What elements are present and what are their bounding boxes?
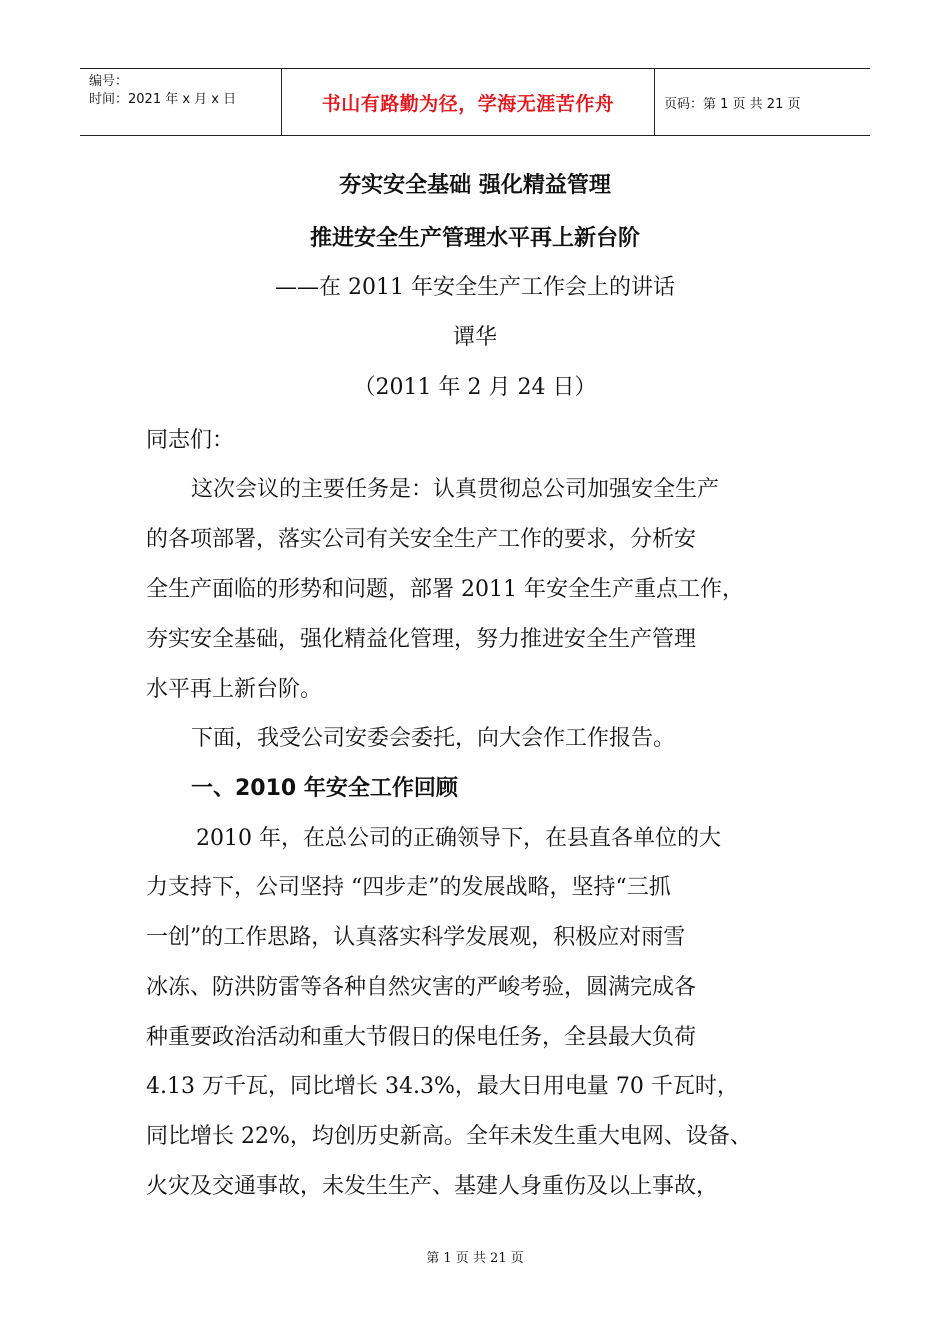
title-line-1: 夯实安全基础 强化精益管理 [339,173,611,198]
paragraph-2: 下面，我受公司安委会委托，向大会作工作报告。 [191,726,676,751]
section-1-heading: 一、2010 年安全工作回顾 [191,776,458,801]
paragraph-1-line: 水平再上新台阶。 [146,677,323,702]
paragraph-1-line: 夯实安全基础，强化精益化管理，努力推进安全生产管理 [146,627,697,652]
subtitle: ——在 2011 年安全生产工作会上的讲话 [275,275,675,300]
paragraph-3-line: 火灾及交通事故，未发生生产、基建人身重伤及以上事故， [146,1174,719,1199]
salutation: 同志们： [146,428,235,453]
speech-date: （2011 年 2 月 24 日） [353,375,597,400]
speaker-name: 谭华 [452,325,497,350]
paragraph-3-line: 冰冻、防洪防雷等各种自然灾害的严峻考验，圆满完成各 [146,975,697,1000]
paragraph-3-line: 4.13 万千瓦，同比增长 34.3%，最大日用电量 70 千瓦时， [146,1074,739,1099]
page-footer: 第 1 页 共 21 页 [426,1251,524,1266]
document-time-label: 时间：2021 年 x 月 x 日 [89,92,237,107]
paragraph-3-line: 力支持下，公司坚持 “四步走”的发展战略，坚持“三抓 [146,875,671,900]
header-left-cell [80,69,282,135]
paragraph-1-line: 的各项部署，落实公司有关安全生产工作的要求，分析安 [146,527,697,552]
title-line-2: 推进安全生产管理水平再上新台阶 [309,226,640,251]
paragraph-3-line: 一创”的工作思路，认真落实科学发展观，积极应对雨雪 [146,925,686,950]
paragraph-3-line: 2010 年，在总公司的正确领导下，在县直各单位的大 [196,826,721,851]
paragraph-3-line: 种重要政治活动和重大节假日的保电任务，全县最大负荷 [146,1025,697,1050]
document-number-label: 编号： [89,74,129,89]
header-page-info: 页码：第 1 页 共 21 页 [664,96,801,112]
paragraph-1-line: 全生产面临的形势和问题，部署 2011 年安全生产重点工作， [146,577,744,602]
paragraph-1-line: 这次会议的主要任务是：认真贯彻总公司加强安全生产 [191,477,720,502]
paragraph-3-line: 同比增长 22%，均创历史新高。全年未发生重大电网、设备、 [146,1124,752,1149]
header-table [80,68,870,136]
header-motto: 书山有路勤为径，学海无涯苦作舟 [282,69,655,135]
